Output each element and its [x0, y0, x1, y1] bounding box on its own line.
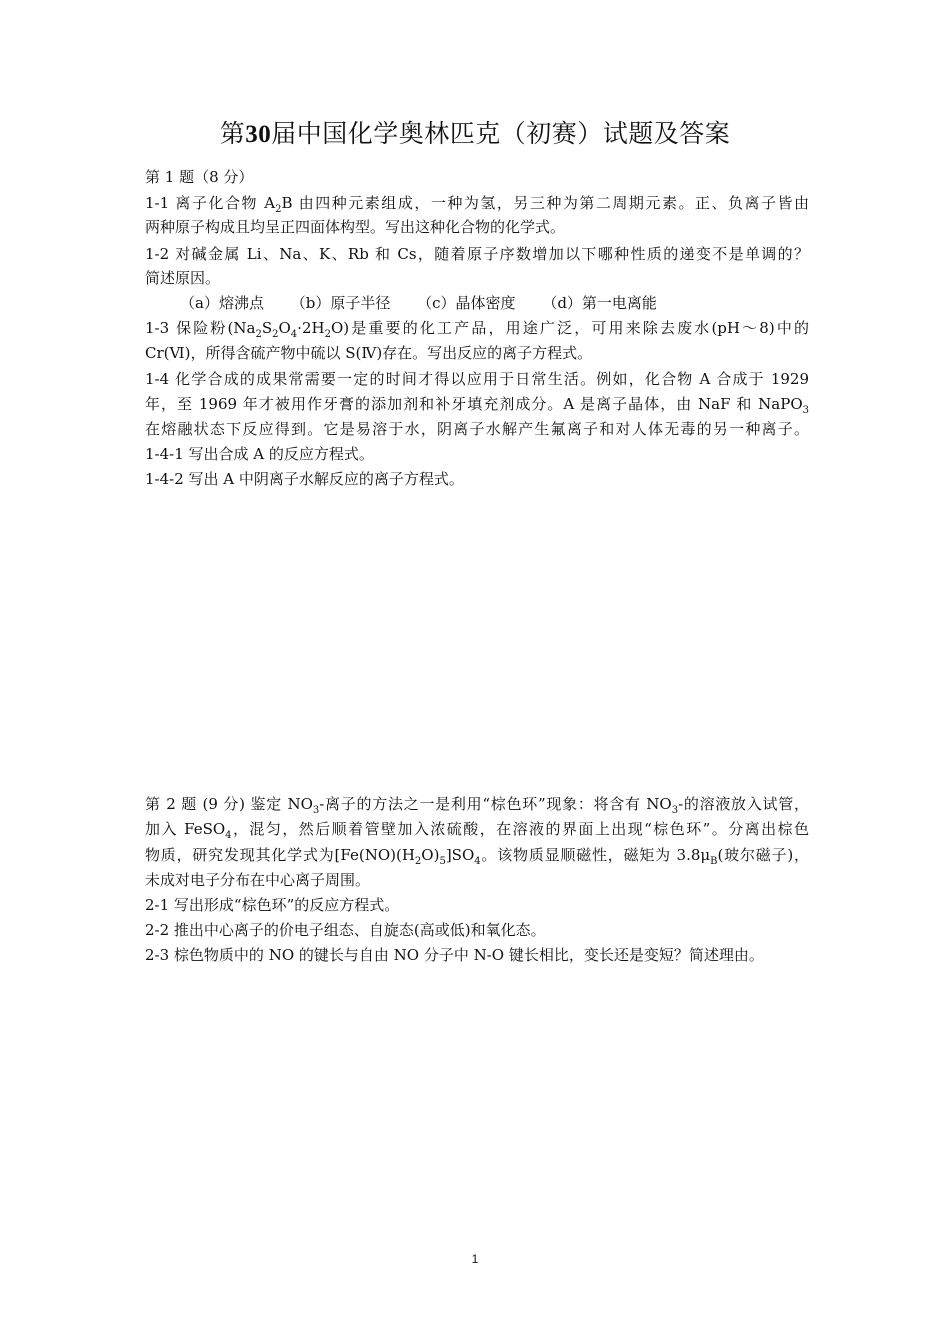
q1-1-line1: 1-1 离子化合物 $A_2B$ 由四种元素组成，一种为氢，另三种为第二周期元素。正、负离子皆由 — [145, 194, 810, 215]
q1-heading: 第 1 题（8 分） — [145, 168, 254, 186]
q2-line1: 第 2 题 (9 分) 鉴定 $NO_3-$离子的方法之一是利用“棕色环”现象：将含有 $NO_3-$的溶液放入试管， — [145, 795, 809, 816]
q1-4-line1: 1-4 化学合成的成果常需要一定的时间才得以应用于日常生活。例如，化合物 A 合成于 1929 — [145, 370, 809, 388]
q1-4-line2: 年，至 1969 年才被用作牙膏的添加剂和补牙填充剂成分。A 是离子晶体，由 NaF 和 NaPO$_3$ — [145, 395, 809, 416]
q2-3: 2-3 棕色物质中的 NO 的键长与自由 NO 分子中 N-O 键长相比，变长还是变短？简述理由。 — [145, 946, 764, 964]
option-c: （c）晶体密度 — [417, 294, 516, 312]
option-a: （a）熔沸点 — [180, 294, 264, 312]
q1-2-options — [180, 292, 679, 313]
page-title: 第30届中国化学奥林匹克（初赛）试题及答案 — [219, 119, 731, 148]
q1-4-1: 1-4-1 写出合成 A 的反应方程式。 — [145, 445, 374, 463]
q2-line2: 加入 FeSO$_4$，混匀，然后顺着管壁加入浓硫酸，在溶液的界面上出现“棕色环”。分离出棕色 — [145, 820, 809, 841]
q1-3-line1: 1-3 保险粉$(Na_2S_2O_4\cdot 2H_2O)$是重要的化工产品，用途广泛，可用来除去废水(pH～8)中的 — [145, 319, 809, 340]
option-d: （d）第一电离能 — [542, 294, 657, 312]
q1-4-2: 1-4-2 写出 A 中阴离子水解反应的离子方程式。 — [145, 470, 464, 488]
q1-1-line2: 两种原子构成且均呈正四面体构型。写出这种化合物的化学式。 — [145, 218, 566, 236]
q1-3-line2: Cr(Ⅵ)，所得含硫产物中硫以 S(Ⅳ)存在。写出反应的离子方程式。 — [145, 344, 593, 362]
q2-1: 2-1 写出形成“棕色环”的反应方程式。 — [145, 896, 400, 914]
q2-line4: 未成对电子分布在中心离子周围。 — [145, 871, 371, 889]
q2-2: 2-2 推出中心离子的价电子组态、自旋态(高或低)和氧化态。 — [145, 921, 546, 939]
q1-2-line2: 简述原因。 — [145, 269, 221, 287]
option-b: （b）原子半径 — [290, 294, 391, 312]
q2-line3: 物质，研究发现其化学式为$[Fe(NO)(H_2O)_5]SO_4$。该物质显顺磁性，磁矩为 $3.8\mu_B$(玻尔磁子)， — [145, 846, 809, 867]
q1-4-line3: 在熔融状态下反应得到。它是易溶于水，阴离子水解产生氟离子和对人体无毒的另一种离子。 — [145, 420, 809, 438]
q1-2-line1: 1-2 对碱金属 Li、Na、K、Rb 和 Cs，随着原子序数增加以下哪种性质的递变不是单调的？ — [145, 245, 809, 263]
page-number: 1 — [471, 1252, 479, 1266]
